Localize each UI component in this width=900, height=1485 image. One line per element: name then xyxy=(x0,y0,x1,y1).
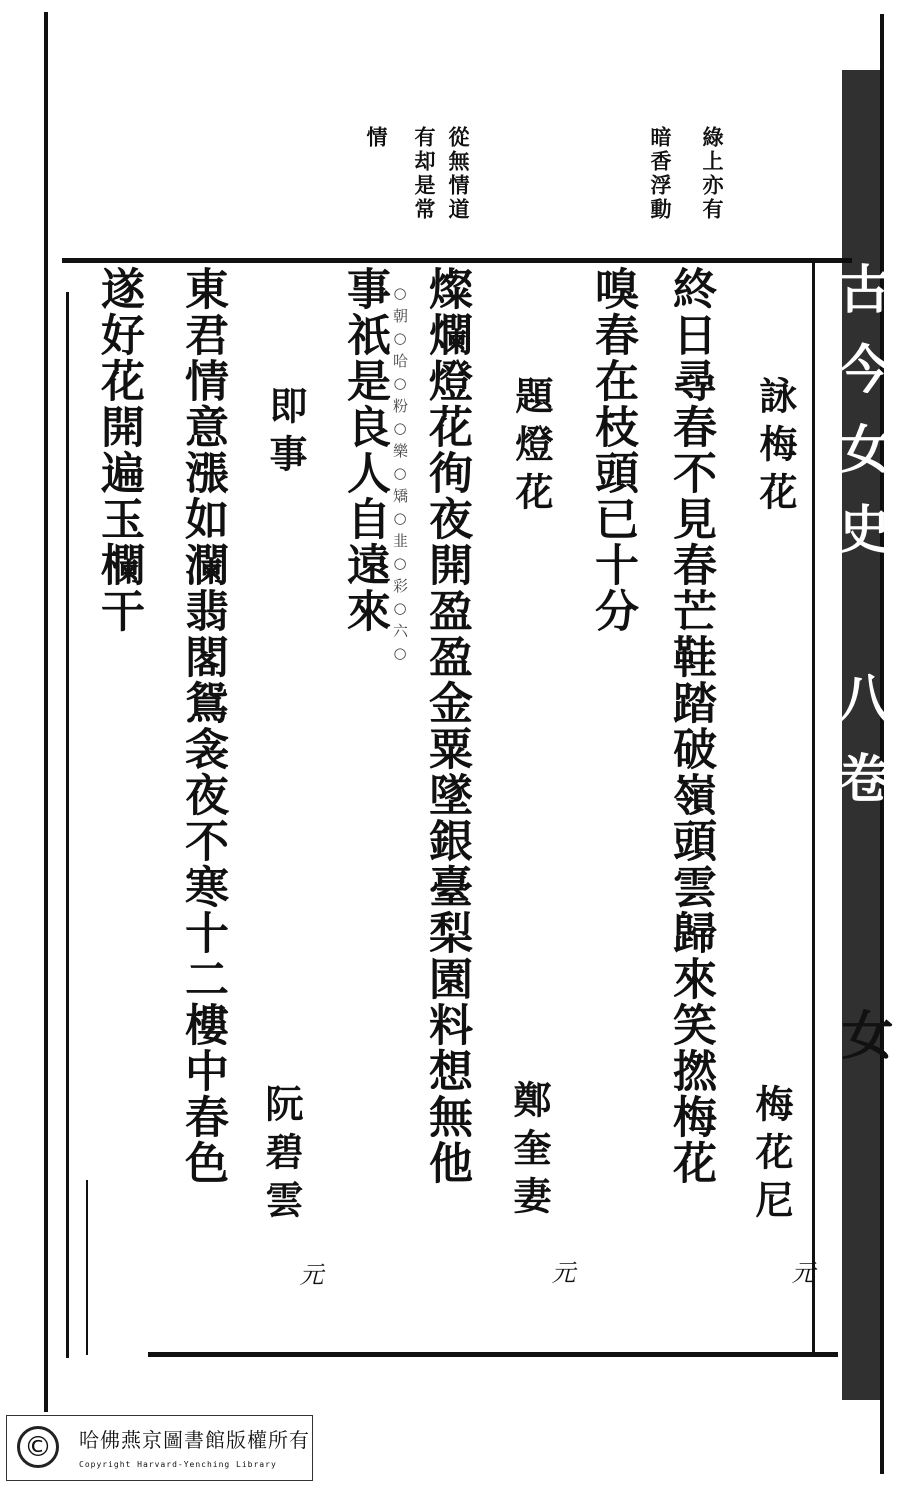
poem-2-author: 鄭奎妻 xyxy=(507,1080,552,1224)
frame-right-line xyxy=(812,262,815,1354)
copyright-english: Copyright Harvard-Yenching Library xyxy=(79,1460,277,1469)
frame-left-line xyxy=(66,292,69,1358)
margin-note-b-col2: 有却是常 xyxy=(412,126,437,222)
lower-border-rule xyxy=(148,1352,838,1357)
copyright-chinese: 哈佛燕京圖書館版權所有 xyxy=(79,1428,310,1452)
poem-3-author: 阮碧雲 xyxy=(259,1084,304,1228)
copyright-stamp xyxy=(6,1415,313,1481)
upper-border-rule xyxy=(62,258,852,263)
poem-2-rhyme-note: ○朝○哈○粉○樂○矯○韭○彩○六○ xyxy=(391,284,409,668)
poem-3-dynasty: 元 xyxy=(295,1262,323,1286)
margin-note-a-col2: 暗香浮動 xyxy=(648,126,673,222)
poem-3-title: 即事 xyxy=(263,386,308,482)
poem-1-line-2: 嗅春在枝頭已十分 xyxy=(587,266,638,634)
margin-note-b-col3: 情 xyxy=(364,126,389,150)
book-title-fragment: 古今女史 八卷 xyxy=(829,262,890,831)
margin-note-a-col1: 綠上亦有 xyxy=(700,126,725,222)
left-margin-line xyxy=(44,12,48,1412)
poem-3-line-2: 遂好花開遍玉欄干 xyxy=(93,266,144,634)
inner-left-line xyxy=(86,1180,88,1355)
poem-2-line-1: 燦爛燈花徇夜開盈盈金粟墜銀臺梨園料想無他 xyxy=(421,266,472,1186)
margin-note-b-col1: 從無情道 xyxy=(446,126,471,222)
poem-1-dynasty: 元 xyxy=(787,1260,815,1284)
poem-3-line-1: 東君情意漲如瀾翡閣鴛衾夜不寒十二樓中春色 xyxy=(177,266,228,1186)
poem-1-line-1: 終日尋春不見春芒鞋踏破嶺頭雲歸來笑撚梅花 xyxy=(665,266,716,1186)
poem-2-title: 題燈花 xyxy=(509,376,554,520)
poem-2-line-2: 事祇是良人自遠來 xyxy=(339,266,390,634)
poem-2-dynasty: 元 xyxy=(547,1260,575,1284)
right-edge-char: 女 xyxy=(832,1008,893,1062)
copyright-symbol: © xyxy=(17,1426,59,1468)
poem-1-title: 詠梅花 xyxy=(753,376,798,520)
poem-1-author: 梅花尼 xyxy=(749,1084,794,1228)
